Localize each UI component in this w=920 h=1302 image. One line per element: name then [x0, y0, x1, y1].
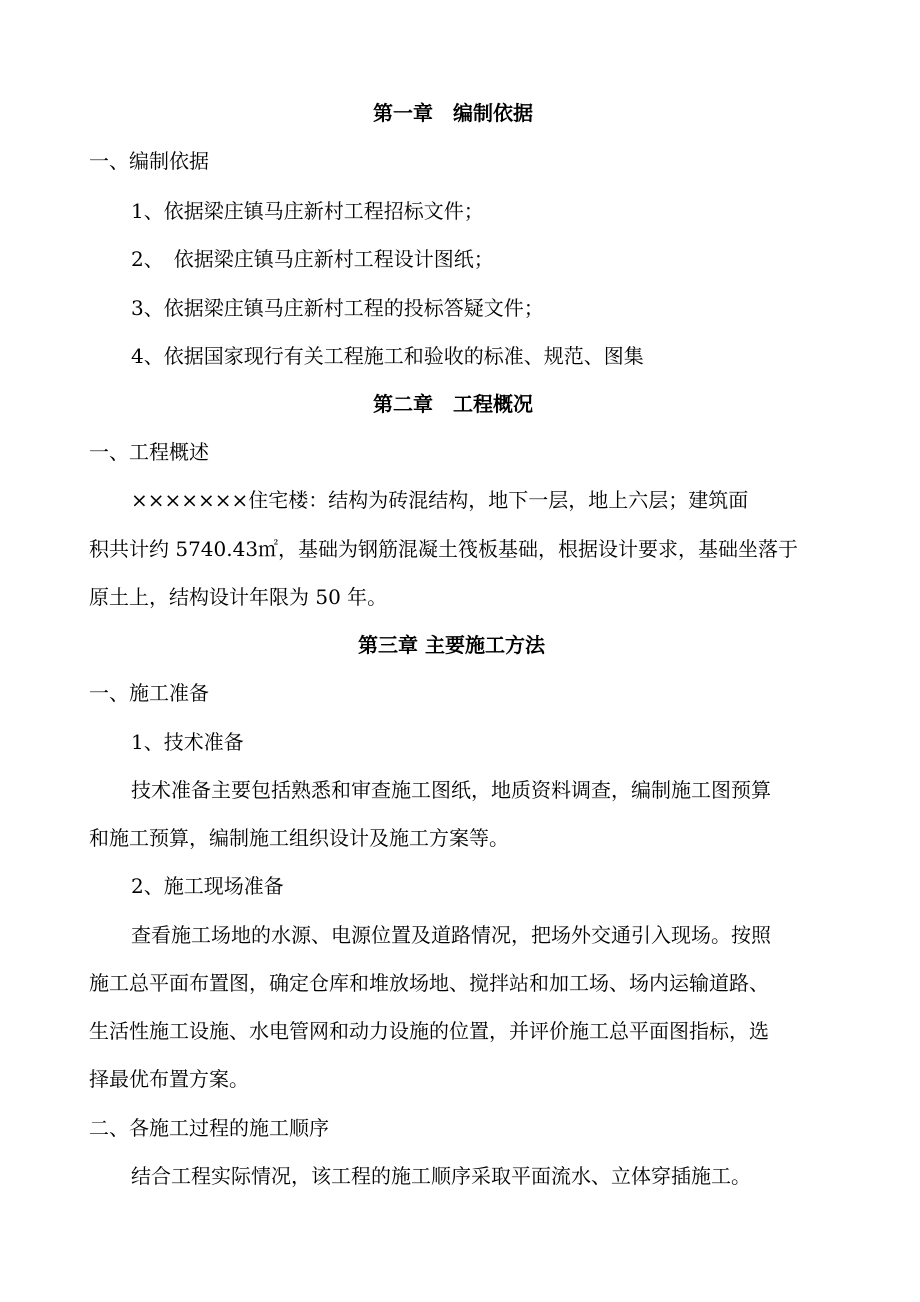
- paragraph-line: 和施工预算，编制施工组织设计及施工方案等。: [89, 826, 509, 850]
- paragraph-line: 结合工程实际情况，该工程的施工顺序采取平面流水、立体穿插施工。: [131, 1164, 751, 1188]
- list-item: 3、依据梁庄镇马庄新村工程的投标答疑文件；: [131, 296, 544, 320]
- paragraph-line: 择最优布置方案。: [89, 1067, 249, 1091]
- list-item: 4、依据国家现行有关工程施工和验收的标准、规范、图集: [131, 344, 644, 368]
- chapter1-title: 第一章 编制依据: [373, 101, 533, 125]
- paragraph-line: 技术准备主要包括熟悉和审查施工图纸，地质资料调查，编制施工图预算: [131, 778, 771, 802]
- chapter3-title: 第三章 主要施工方法: [358, 633, 545, 657]
- paragraph-line: 原土上，结构设计年限为 50 年。: [89, 585, 388, 609]
- section-heading: 一、编制依据: [89, 149, 209, 173]
- section-heading: 一、施工准备: [89, 681, 209, 705]
- paragraph-line: 查看施工场地的水源、电源位置及道路情况，把场外交通引入现场。按照: [131, 923, 771, 947]
- list-item: 1、依据梁庄镇马庄新村工程招标文件；: [131, 199, 484, 223]
- section-heading: 一、工程概述: [89, 440, 209, 464]
- section-heading: 二、各施工过程的施工顺序: [89, 1116, 329, 1140]
- paragraph-line: 施工总平面布置图，确定仓库和堆放场地、搅拌站和加工场、场内运输道路、: [89, 971, 769, 995]
- chapter2-title: 第二章 工程概况: [373, 392, 533, 416]
- paragraph-line: 生活性施工设施、水电管网和动力设施的位置，并评价施工总平面图指标，选: [89, 1019, 769, 1043]
- paragraph-line: ×××××××住宅楼：结构为砖混结构，地下一层，地上六层；建筑面: [131, 488, 749, 512]
- list-item: 2、 依据梁庄镇马庄新村工程设计图纸；: [131, 247, 494, 271]
- subsection-heading: 2、施工现场准备: [131, 874, 284, 898]
- subsection-heading: 1、技术准备: [131, 730, 244, 754]
- paragraph-line: 积共计约 5740.43㎡，基础为钢筋混凝土筏板基础，根据设计要求，基础坐落于: [89, 537, 799, 561]
